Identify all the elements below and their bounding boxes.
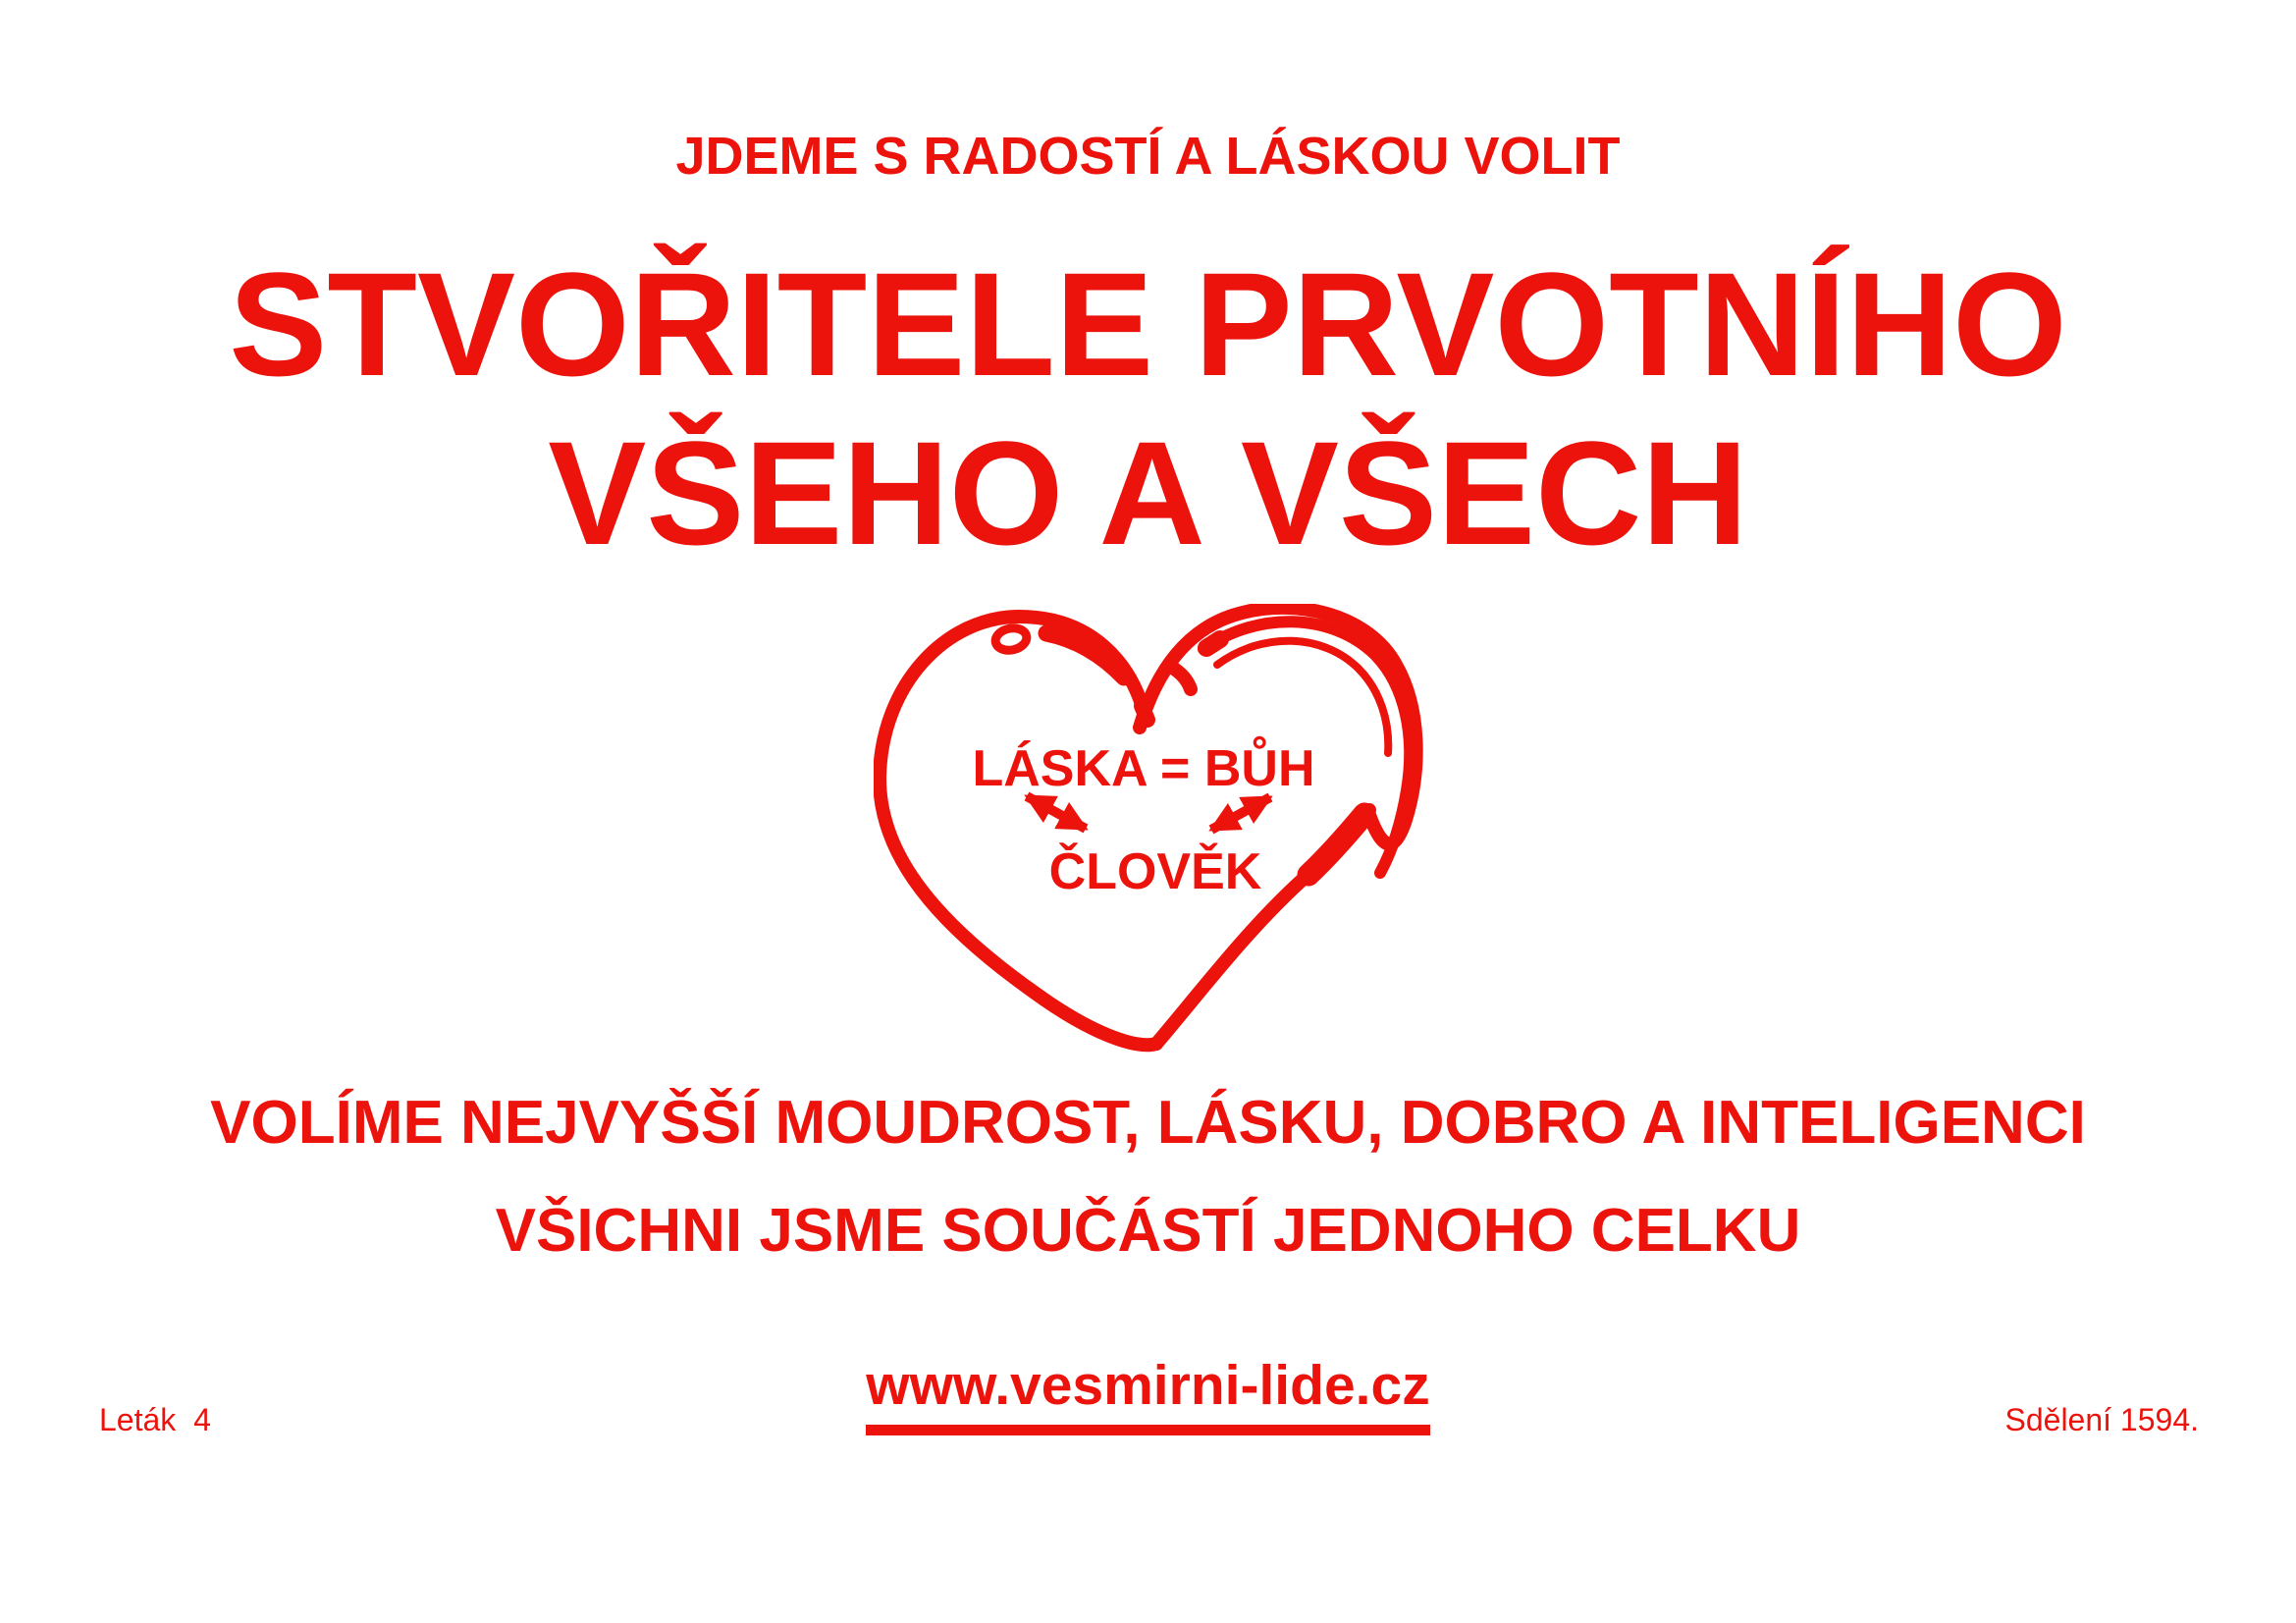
heart-retrace-stroke <box>1308 814 1364 875</box>
website-link[interactable]: www.vesmirni-lide.cz <box>866 1353 1429 1435</box>
flyer-title-line-2: VŠEHO A VŠECH <box>548 410 1748 575</box>
laska-clovek-arrow <box>1027 796 1086 829</box>
heart-person-label: ČLOVĚK <box>1048 843 1262 900</box>
heart-outline-left <box>880 617 1156 1045</box>
heart-equation-label: LÁSKA = BŮH <box>972 740 1315 797</box>
statement-line-2: VŠICHNI JSME SOUČÁSTÍ JEDNOHO CELKU <box>495 1197 1801 1265</box>
heart-highlight-oval <box>993 625 1029 653</box>
statement-line-1: VOLÍME NEJVYŠŠÍ MOUDROST, LÁSKU, DOBRO A INTELIGENCI <box>210 1089 2086 1157</box>
flyer-title <box>0 240 2296 577</box>
heart-notch-blob <box>1142 706 1148 720</box>
heart-echo-arc-thin <box>1217 641 1388 753</box>
clovek-buh-arrow <box>1211 797 1270 830</box>
heart-drawing <box>874 604 1433 1065</box>
heart-notch-comma <box>1171 667 1191 689</box>
website-row <box>0 1353 2296 1435</box>
flyer-subtitle: JDEME S RADOSTÍ A LÁSKOU VOLIT <box>675 127 1621 186</box>
heart-icon <box>874 604 1433 1065</box>
flyer-title-line-1: STVOŘITELE PRVOTNÍHO <box>229 242 2067 406</box>
message-number: Sdělení 1594. <box>2004 1402 2199 1437</box>
heart-echo-arc-start-dab <box>1206 639 1220 648</box>
leaflet-number: Leták 4 <box>99 1402 211 1437</box>
